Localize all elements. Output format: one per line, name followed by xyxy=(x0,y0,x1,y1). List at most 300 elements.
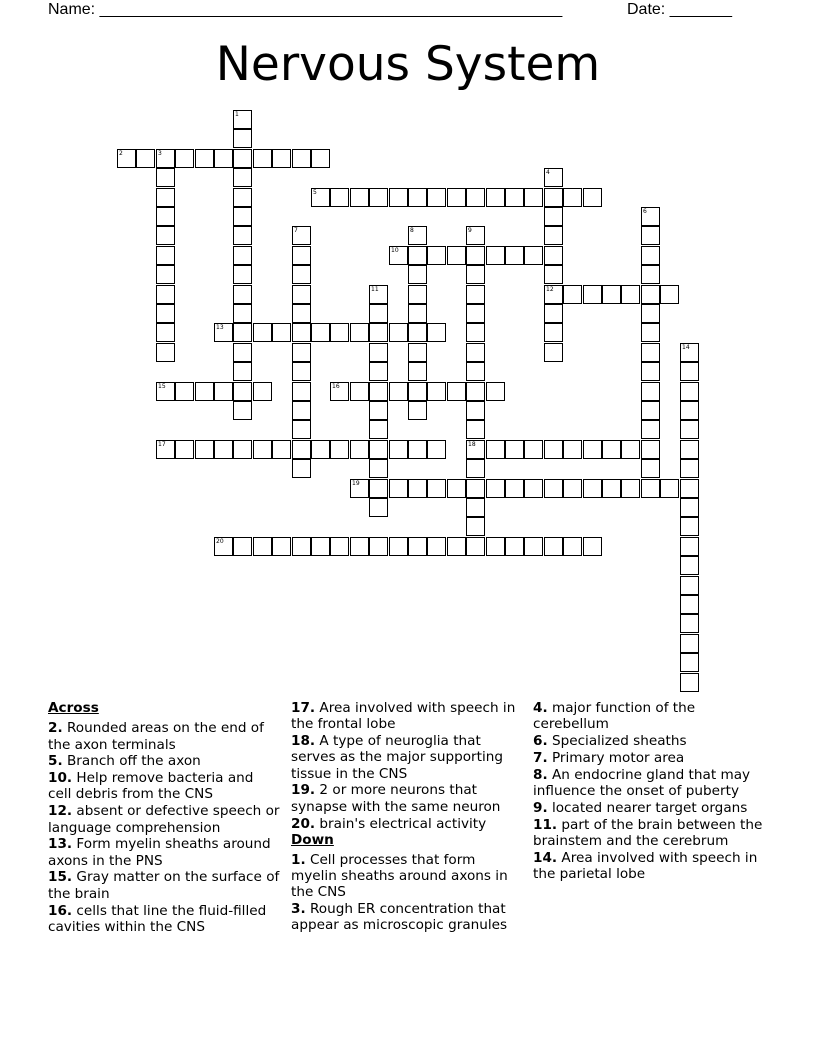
cell-number: 13 xyxy=(216,324,224,331)
cell-number: 20 xyxy=(216,538,224,545)
grid-cell[interactable] xyxy=(466,537,485,556)
grid-cell[interactable] xyxy=(466,265,485,284)
grid-cell[interactable] xyxy=(408,382,427,401)
grid-cell[interactable] xyxy=(156,188,175,207)
grid-cell[interactable] xyxy=(330,440,349,459)
grid-cell[interactable] xyxy=(524,440,543,459)
grid-cell[interactable] xyxy=(272,149,291,168)
clue-number: 16. xyxy=(48,902,73,919)
grid-cell[interactable] xyxy=(427,188,446,207)
grid-cell[interactable] xyxy=(427,246,446,265)
grid-cell[interactable] xyxy=(447,246,466,265)
grid-cell[interactable] xyxy=(233,362,252,381)
grid-cell[interactable] xyxy=(214,537,233,556)
cell-number: 8 xyxy=(410,227,414,234)
clue-down-3 xyxy=(291,901,523,934)
clue-text: Form myelin sheaths around axons in the PNS xyxy=(48,836,271,869)
cell-number: 3 xyxy=(158,150,162,157)
grid-cell[interactable] xyxy=(583,285,602,304)
grid-cell[interactable] xyxy=(292,401,311,420)
grid-cell[interactable] xyxy=(233,382,252,401)
grid-cell[interactable] xyxy=(292,420,311,439)
clue-text: Primary motor area xyxy=(551,749,685,766)
clue-text: Help remove bacteria and cell debris from the CNS xyxy=(48,770,254,803)
clue-down-14 xyxy=(533,850,769,883)
cell-number: 15 xyxy=(158,383,166,390)
grid-cell[interactable] xyxy=(466,479,485,498)
clues-column-2 xyxy=(291,700,523,934)
grid-cell[interactable] xyxy=(486,440,505,459)
grid-cell[interactable] xyxy=(408,537,427,556)
clue-number: 14. xyxy=(533,849,558,866)
grid-cell[interactable] xyxy=(350,188,369,207)
grid-cell[interactable] xyxy=(466,382,485,401)
clue-text: cells that line the fluid-filled cavities within the CNS xyxy=(48,902,267,935)
cell-number: 18 xyxy=(468,441,476,448)
grid-cell[interactable] xyxy=(505,440,524,459)
grid-cell[interactable] xyxy=(233,265,252,284)
grid-cell[interactable] xyxy=(233,246,252,265)
grid-cell[interactable] xyxy=(156,343,175,362)
grid-cell[interactable] xyxy=(621,285,640,304)
grid-cell[interactable] xyxy=(195,440,214,459)
grid-cell[interactable] xyxy=(544,226,563,245)
grid-cell[interactable] xyxy=(292,382,311,401)
grid-cell[interactable] xyxy=(447,537,466,556)
grid-cell[interactable] xyxy=(292,265,311,284)
grid-cell[interactable] xyxy=(524,537,543,556)
grid-cell[interactable] xyxy=(156,226,175,245)
grid-cell[interactable] xyxy=(641,401,660,420)
clue-across-17 xyxy=(291,700,523,733)
grid-cell[interactable] xyxy=(544,188,563,207)
grid-cell[interactable] xyxy=(641,382,660,401)
cell-number: 9 xyxy=(468,227,472,234)
grid-cell[interactable] xyxy=(214,440,233,459)
grid-cell[interactable] xyxy=(641,343,660,362)
grid-cell[interactable] xyxy=(544,285,563,304)
grid-cell[interactable] xyxy=(195,382,214,401)
grid-cell[interactable] xyxy=(389,440,408,459)
grid-cell[interactable] xyxy=(253,382,272,401)
grid-cell[interactable] xyxy=(253,323,272,342)
clue-number: 17. xyxy=(291,700,316,716)
clue-text: Cell processes that form myelin sheaths around axons in the CNS xyxy=(291,851,508,901)
grid-cell[interactable] xyxy=(156,149,175,168)
grid-cell[interactable] xyxy=(350,323,369,342)
cell-number: 2 xyxy=(119,150,123,157)
grid-cell[interactable] xyxy=(253,537,272,556)
grid-cell[interactable] xyxy=(369,459,388,478)
grid-cell[interactable] xyxy=(466,498,485,517)
clue-number: 10. xyxy=(48,770,73,787)
grid-cell[interactable] xyxy=(214,382,233,401)
grid-cell[interactable] xyxy=(680,634,699,653)
grid-cell[interactable] xyxy=(311,537,330,556)
grid-cell[interactable] xyxy=(660,285,679,304)
grid-cell[interactable] xyxy=(292,440,311,459)
grid-cell[interactable] xyxy=(175,440,194,459)
grid-cell[interactable] xyxy=(583,188,602,207)
grid-cell[interactable] xyxy=(408,285,427,304)
grid-cell[interactable] xyxy=(544,343,563,362)
grid-cell[interactable] xyxy=(330,188,349,207)
grid-cell[interactable] xyxy=(680,498,699,517)
grid-cell[interactable] xyxy=(195,149,214,168)
grid-cell[interactable] xyxy=(680,614,699,633)
grid-cell[interactable] xyxy=(272,537,291,556)
clue-number: 6. xyxy=(533,733,548,750)
grid-cell[interactable] xyxy=(680,401,699,420)
grid-cell[interactable] xyxy=(156,168,175,187)
grid-cell[interactable] xyxy=(466,246,485,265)
grid-cell[interactable] xyxy=(680,653,699,672)
grid-cell[interactable] xyxy=(233,110,252,129)
grid-cell[interactable] xyxy=(447,479,466,498)
grid-cell[interactable] xyxy=(408,479,427,498)
grid-cell[interactable] xyxy=(505,246,524,265)
clue-down-6 xyxy=(533,733,769,749)
down-heading: Down xyxy=(291,832,334,849)
grid-cell[interactable] xyxy=(369,537,388,556)
grid-cell[interactable] xyxy=(311,323,330,342)
clue-text: brain's electrical activity xyxy=(319,815,487,832)
grid-cell[interactable] xyxy=(466,323,485,342)
grid-cell[interactable] xyxy=(389,382,408,401)
grid-cell[interactable] xyxy=(156,440,175,459)
grid-cell[interactable] xyxy=(524,479,543,498)
grid-cell[interactable] xyxy=(544,207,563,226)
grid-cell[interactable] xyxy=(641,285,660,304)
grid-cell[interactable] xyxy=(272,440,291,459)
grid-cell[interactable] xyxy=(233,168,252,187)
grid-cell[interactable] xyxy=(544,323,563,342)
grid-cell[interactable] xyxy=(427,537,446,556)
grid-cell[interactable] xyxy=(680,479,699,498)
grid-cell[interactable] xyxy=(292,537,311,556)
grid-cell[interactable] xyxy=(369,362,388,381)
grid-cell[interactable] xyxy=(408,188,427,207)
grid-cell[interactable] xyxy=(583,537,602,556)
grid-cell[interactable] xyxy=(466,304,485,323)
grid-cell[interactable] xyxy=(292,459,311,478)
grid-cell[interactable] xyxy=(369,401,388,420)
grid-cell[interactable] xyxy=(408,401,427,420)
grid-cell[interactable] xyxy=(330,537,349,556)
grid-cell[interactable] xyxy=(583,479,602,498)
grid-cell[interactable] xyxy=(233,129,252,148)
clue-number: 1. xyxy=(291,851,306,868)
grid-cell[interactable] xyxy=(680,362,699,381)
cell-number: 1 xyxy=(235,111,239,118)
grid-cell[interactable] xyxy=(544,440,563,459)
grid-cell[interactable] xyxy=(156,382,175,401)
grid-cell[interactable] xyxy=(389,188,408,207)
grid-cell[interactable] xyxy=(233,440,252,459)
clue-down-1 xyxy=(291,852,523,901)
across-heading: Across xyxy=(48,700,99,716)
grid-cell[interactable] xyxy=(466,188,485,207)
grid-cell[interactable] xyxy=(466,440,485,459)
grid-cell[interactable] xyxy=(408,226,427,245)
grid-cell[interactable] xyxy=(156,207,175,226)
grid-cell[interactable] xyxy=(466,420,485,439)
grid-cell[interactable] xyxy=(369,188,388,207)
grid-cell[interactable] xyxy=(389,323,408,342)
grid-cell[interactable] xyxy=(369,420,388,439)
grid-cell[interactable] xyxy=(680,440,699,459)
grid-cell[interactable] xyxy=(233,304,252,323)
grid-cell[interactable] xyxy=(466,362,485,381)
grid-cell[interactable] xyxy=(486,479,505,498)
grid-cell[interactable] xyxy=(408,265,427,284)
date-field[interactable]: Date: _______ xyxy=(627,1,732,18)
grid-cell[interactable] xyxy=(524,246,543,265)
grid-cell[interactable] xyxy=(486,382,505,401)
grid-cell[interactable] xyxy=(427,323,446,342)
clue-number: 8. xyxy=(533,766,548,783)
grid-cell[interactable] xyxy=(175,149,194,168)
grid-cell[interactable] xyxy=(311,188,330,207)
clue-text: Area involved with speech in the parietal lobe xyxy=(533,849,758,882)
grid-cell[interactable] xyxy=(117,149,136,168)
grid-cell[interactable] xyxy=(583,440,602,459)
grid-cell[interactable] xyxy=(311,149,330,168)
clue-down-11 xyxy=(533,817,769,850)
grid-cell[interactable] xyxy=(680,459,699,478)
grid-cell[interactable] xyxy=(680,537,699,556)
grid-cell[interactable] xyxy=(544,168,563,187)
grid-cell[interactable] xyxy=(369,343,388,362)
grid-cell[interactable] xyxy=(641,420,660,439)
grid-cell[interactable] xyxy=(641,304,660,323)
grid-cell[interactable] xyxy=(447,188,466,207)
clue-number: 15. xyxy=(48,869,73,886)
grid-cell[interactable] xyxy=(680,595,699,614)
grid-cell[interactable] xyxy=(156,323,175,342)
grid-cell[interactable] xyxy=(486,246,505,265)
clue-text: An endocrine gland that may influence the onset of puberty xyxy=(533,766,751,799)
cell-number: 11 xyxy=(371,286,379,293)
grid-cell[interactable] xyxy=(369,304,388,323)
grid-cell[interactable] xyxy=(233,226,252,245)
clue-number: 18. xyxy=(291,733,316,750)
grid-cell[interactable] xyxy=(253,149,272,168)
grid-cell[interactable] xyxy=(408,246,427,265)
cell-number: 10 xyxy=(391,247,399,254)
clue-across-5 xyxy=(48,753,280,769)
cell-number: 7 xyxy=(294,227,298,234)
grid-cell[interactable] xyxy=(233,537,252,556)
grid-cell[interactable] xyxy=(233,285,252,304)
grid-cell[interactable] xyxy=(292,323,311,342)
grid-cell[interactable] xyxy=(505,188,524,207)
grid-cell[interactable] xyxy=(369,498,388,517)
grid-cell[interactable] xyxy=(641,362,660,381)
grid-cell[interactable] xyxy=(292,285,311,304)
grid-cell[interactable] xyxy=(505,479,524,498)
grid-cell[interactable] xyxy=(369,479,388,498)
grid-cell[interactable] xyxy=(369,440,388,459)
cell-number: 4 xyxy=(546,169,550,176)
grid-cell[interactable] xyxy=(408,362,427,381)
grid-cell[interactable] xyxy=(350,440,369,459)
grid-cell[interactable] xyxy=(156,304,175,323)
grid-cell[interactable] xyxy=(466,285,485,304)
clue-text: Area involved with speech in the frontal lobe xyxy=(291,700,516,733)
clue-number: 7. xyxy=(533,749,548,766)
grid-cell[interactable] xyxy=(350,479,369,498)
grid-cell[interactable] xyxy=(641,323,660,342)
grid-cell[interactable] xyxy=(233,207,252,226)
grid-cell[interactable] xyxy=(389,479,408,498)
grid-cell[interactable] xyxy=(389,246,408,265)
grid-cell[interactable] xyxy=(680,673,699,692)
grid-cell[interactable] xyxy=(311,440,330,459)
grid-cell[interactable] xyxy=(292,246,311,265)
grid-cell[interactable] xyxy=(486,188,505,207)
grid-cell[interactable] xyxy=(292,343,311,362)
grid-cell[interactable] xyxy=(524,188,543,207)
grid-cell[interactable] xyxy=(544,246,563,265)
clue-across-18 xyxy=(291,733,523,782)
grid-cell[interactable] xyxy=(563,440,582,459)
grid-cell[interactable] xyxy=(233,188,252,207)
grid-cell[interactable] xyxy=(369,323,388,342)
name-field[interactable]: Name: ____________________________________________________ xyxy=(48,1,563,18)
grid-cell[interactable] xyxy=(292,226,311,245)
grid-cell[interactable] xyxy=(330,382,349,401)
grid-cell[interactable] xyxy=(214,149,233,168)
grid-cell[interactable] xyxy=(272,323,291,342)
grid-cell[interactable] xyxy=(680,343,699,362)
grid-cell[interactable] xyxy=(544,265,563,284)
grid-cell[interactable] xyxy=(680,382,699,401)
clue-number: 3. xyxy=(291,901,306,918)
grid-cell[interactable] xyxy=(408,304,427,323)
grid-cell[interactable] xyxy=(233,343,252,362)
grid-cell[interactable] xyxy=(369,285,388,304)
grid-cell[interactable] xyxy=(621,479,640,498)
grid-cell[interactable] xyxy=(680,420,699,439)
grid-cell[interactable] xyxy=(292,304,311,323)
grid-cell[interactable] xyxy=(563,188,582,207)
grid-cell[interactable] xyxy=(175,382,194,401)
grid-cell[interactable] xyxy=(156,265,175,284)
grid-cell[interactable] xyxy=(621,440,640,459)
grid-cell[interactable] xyxy=(641,265,660,284)
clue-across-13 xyxy=(48,836,280,869)
grid-cell[interactable] xyxy=(680,517,699,536)
grid-cell[interactable] xyxy=(486,537,505,556)
clue-across-12 xyxy=(48,803,280,836)
grid-cell[interactable] xyxy=(563,479,582,498)
clue-text: Gray matter on the surface of the brain xyxy=(48,869,280,902)
clue-text: absent or defective speech or language comprehension xyxy=(48,803,280,836)
grid-cell[interactable] xyxy=(641,479,660,498)
clue-across-19 xyxy=(291,782,523,815)
grid-cell[interactable] xyxy=(427,440,446,459)
grid-cell[interactable] xyxy=(544,304,563,323)
grid-cell[interactable] xyxy=(233,401,252,420)
grid-cell[interactable] xyxy=(369,382,388,401)
grid-cell[interactable] xyxy=(214,323,233,342)
cell-number: 12 xyxy=(546,286,554,293)
clue-across-20 xyxy=(291,816,523,832)
grid-cell[interactable] xyxy=(408,343,427,362)
grid-cell[interactable] xyxy=(408,323,427,342)
grid-cell[interactable] xyxy=(641,207,660,226)
grid-cell[interactable] xyxy=(427,479,446,498)
clue-number: 19. xyxy=(291,782,316,799)
grid-cell[interactable] xyxy=(350,537,369,556)
grid-cell[interactable] xyxy=(350,382,369,401)
grid-cell[interactable] xyxy=(447,382,466,401)
clue-text: 2 or more neurons that synapse with the same neuron xyxy=(291,782,501,815)
grid-cell[interactable] xyxy=(680,556,699,575)
cell-number: 17 xyxy=(158,441,166,448)
clue-down-8 xyxy=(533,767,769,800)
clue-text: major function of the cerebellum xyxy=(533,700,696,733)
grid-cell[interactable] xyxy=(602,479,621,498)
grid-cell[interactable] xyxy=(389,537,408,556)
grid-cell[interactable] xyxy=(466,343,485,362)
clue-text: Rough ER concentration that appear as microscopic granules xyxy=(291,901,508,934)
grid-cell[interactable] xyxy=(292,362,311,381)
clue-across-16 xyxy=(48,903,280,936)
grid-cell[interactable] xyxy=(466,517,485,536)
grid-cell[interactable] xyxy=(602,440,621,459)
grid-cell[interactable] xyxy=(466,226,485,245)
grid-cell[interactable] xyxy=(641,246,660,265)
grid-cell[interactable] xyxy=(563,537,582,556)
grid-cell[interactable] xyxy=(680,576,699,595)
clue-down-9 xyxy=(533,800,769,816)
clue-down-4 xyxy=(533,700,769,733)
clue-down-7 xyxy=(533,750,769,766)
grid-cell[interactable] xyxy=(641,440,660,459)
grid-cell[interactable] xyxy=(505,537,524,556)
grid-cell[interactable] xyxy=(466,401,485,420)
grid-cell[interactable] xyxy=(136,149,155,168)
grid-cell[interactable] xyxy=(563,285,582,304)
grid-cell[interactable] xyxy=(660,479,679,498)
grid-cell[interactable] xyxy=(544,537,563,556)
cell-number: 5 xyxy=(313,189,317,196)
grid-cell[interactable] xyxy=(253,440,272,459)
grid-cell[interactable] xyxy=(233,323,252,342)
grid-cell[interactable] xyxy=(641,226,660,245)
grid-cell[interactable] xyxy=(330,323,349,342)
clue-text: part of the brain between the brainstem and the cerebrum xyxy=(533,816,763,849)
grid-cell[interactable] xyxy=(466,459,485,478)
cell-number: 16 xyxy=(332,383,340,390)
clue-across-15 xyxy=(48,869,280,902)
grid-cell[interactable] xyxy=(544,479,563,498)
grid-cell[interactable] xyxy=(408,440,427,459)
grid-cell[interactable] xyxy=(233,149,252,168)
grid-cell[interactable] xyxy=(292,149,311,168)
clue-number: 20. xyxy=(291,815,316,832)
grid-cell[interactable] xyxy=(156,285,175,304)
grid-cell[interactable] xyxy=(602,285,621,304)
grid-cell[interactable] xyxy=(427,382,446,401)
clue-number: 11. xyxy=(533,816,558,833)
grid-cell[interactable] xyxy=(641,459,660,478)
clue-number: 2. xyxy=(48,720,63,737)
clue-text: Specialized sheaths xyxy=(551,733,687,750)
grid-cell[interactable] xyxy=(156,246,175,265)
